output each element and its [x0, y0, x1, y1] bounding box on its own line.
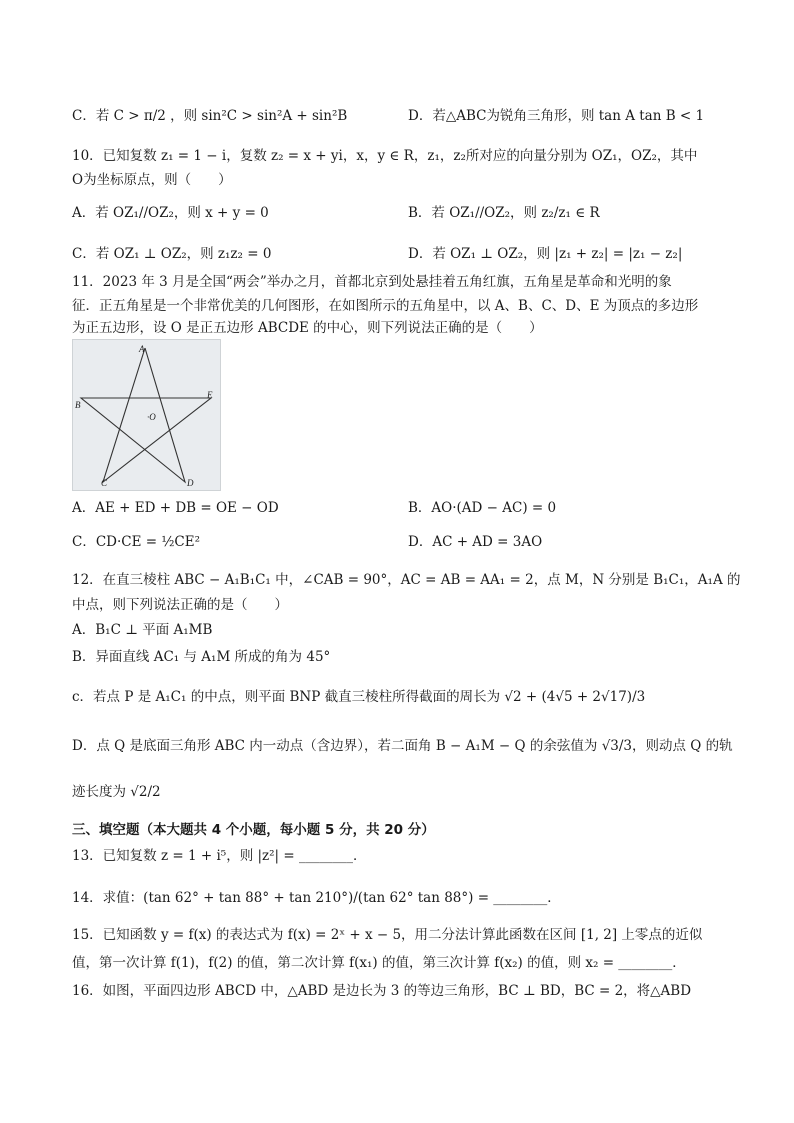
q10-option-b: B．若 OZ₁//OZ₂，则 z₂/z₁ ∈ R [408, 205, 600, 221]
q11-option-a: A．AE + ED + DB = OE − OD [72, 500, 279, 516]
q9-option-d: D．若△ABC为锐角三角形，则 tan A tan B < 1 [408, 108, 705, 124]
section-heading-fill-blank: 三、填空题（本大题共 4 个小题，每小题 5 分，共 20 分） [72, 822, 435, 838]
q11-stem-line1: 11．2023 年 3 月是全国“两会”举办之月，首都北京到处悬挂着五角红旗，五角星是革命和光明的象 [72, 274, 672, 290]
q11-option-c: C．CD·CE = ½CE² [72, 534, 201, 550]
q10-stem-line1: 10．已知复数 z₁ = 1 − i，复数 z₂ = x + yi，x，y ∈ R，z₁，z₂所对应的向量分别为 OZ₁，OZ₂，其中 [72, 148, 698, 164]
vertex-label-d: D [187, 478, 194, 488]
q10-stem-line2: O为坐标原点，则（ ） [72, 172, 232, 188]
pentagram-lines [81, 348, 211, 482]
vertex-label-c: C [101, 478, 108, 488]
q12-stem-line1: 12．在直三棱柱 ABC − A₁B₁C₁ 中，∠CAB = 90°，AC = AB = AA₁ = 2，点 M，N 分别是 B₁C₁，A₁A 的 [72, 572, 741, 588]
q12-option-d-line2: 迹长度为 √2/2 [72, 784, 161, 800]
q12-option-b: B．异面直线 AC₁ 与 A₁M 所成的角为 45° [72, 649, 331, 665]
vertex-label-a: A [139, 344, 145, 354]
q15-line1: 15．已知函数 y = f(x) 的表达式为 f(x) = 2ˣ + x − 5，用二分法计算此函数在区间 [1, 2] 上零点的近似 [72, 927, 703, 943]
q10-option-d: D．若 OZ₁ ⊥ OZ₂，则 |z₁ + z₂| = |z₁ − z₂| [408, 246, 683, 262]
center-label-o: ·O [147, 412, 156, 422]
q10-option-c: C．若 OZ₁ ⊥ OZ₂，则 z₁z₂ = 0 [72, 246, 272, 262]
q14: 14．求值：(tan 62° + tan 88° + tan 210°)/(tan 62° tan 88°) = ________． [72, 890, 561, 906]
q11-option-b: B．AO·(AD − AC) = 0 [408, 500, 557, 516]
pentagram-figure [72, 339, 221, 491]
vertex-label-e: E [207, 390, 213, 400]
q11-option-d: D．AC + AD = 3AO [408, 534, 543, 550]
q9-option-c: C．若 C > π/2 ，则 sin²C > sin²A + sin²B [72, 108, 348, 124]
q12-option-c: c．若点 P 是 A₁C₁ 的中点，则平面 BNP 截直三棱柱所得截面的周长为 √2 + (4√5 + 2√17)/3 [72, 689, 646, 705]
vertex-label-b: B [75, 400, 81, 410]
q15-line2: 值，第一次计算 f(1)，f(2) 的值，第二次计算 f(x₁) 的值，第三次计算 f(x₂) 的值，则 x₂ = ________． [72, 955, 686, 971]
q11-stem-line2: 征．正五角星是一个非常优美的几何图形，在如图所示的五角星中，以 A、B、C、D、E 为顶点的多边形 [72, 298, 699, 314]
q13: 13．已知复数 z = 1 + i⁵，则 |z²| = ________． [72, 848, 367, 864]
q11-stem-line3: 为正五边形，设 O 是正五边形 ABCDE 的中心，则下列说法正确的是（ ） [72, 320, 543, 336]
q16: 16．如图，平面四边形 ABCD 中，△ABD 是边长为 3 的等边三角形，BC ⊥ BD，BC = 2，将△ABD [72, 983, 692, 999]
q12-option-a: A．B₁C ⊥ 平面 A₁MB [72, 622, 213, 638]
pentagram-svg [73, 340, 220, 490]
q12-stem-line2: 中点，则下列说法正确的是（ ） [72, 597, 288, 613]
q10-option-a: A．若 OZ₁//OZ₂，则 x + y = 0 [72, 205, 269, 221]
q12-option-d-line1: D．点 Q 是底面三角形 ABC 内一动点（含边界），若二面角 B − A₁M − Q 的余弦值为 √3/3，则动点 Q 的轨 [72, 738, 733, 754]
